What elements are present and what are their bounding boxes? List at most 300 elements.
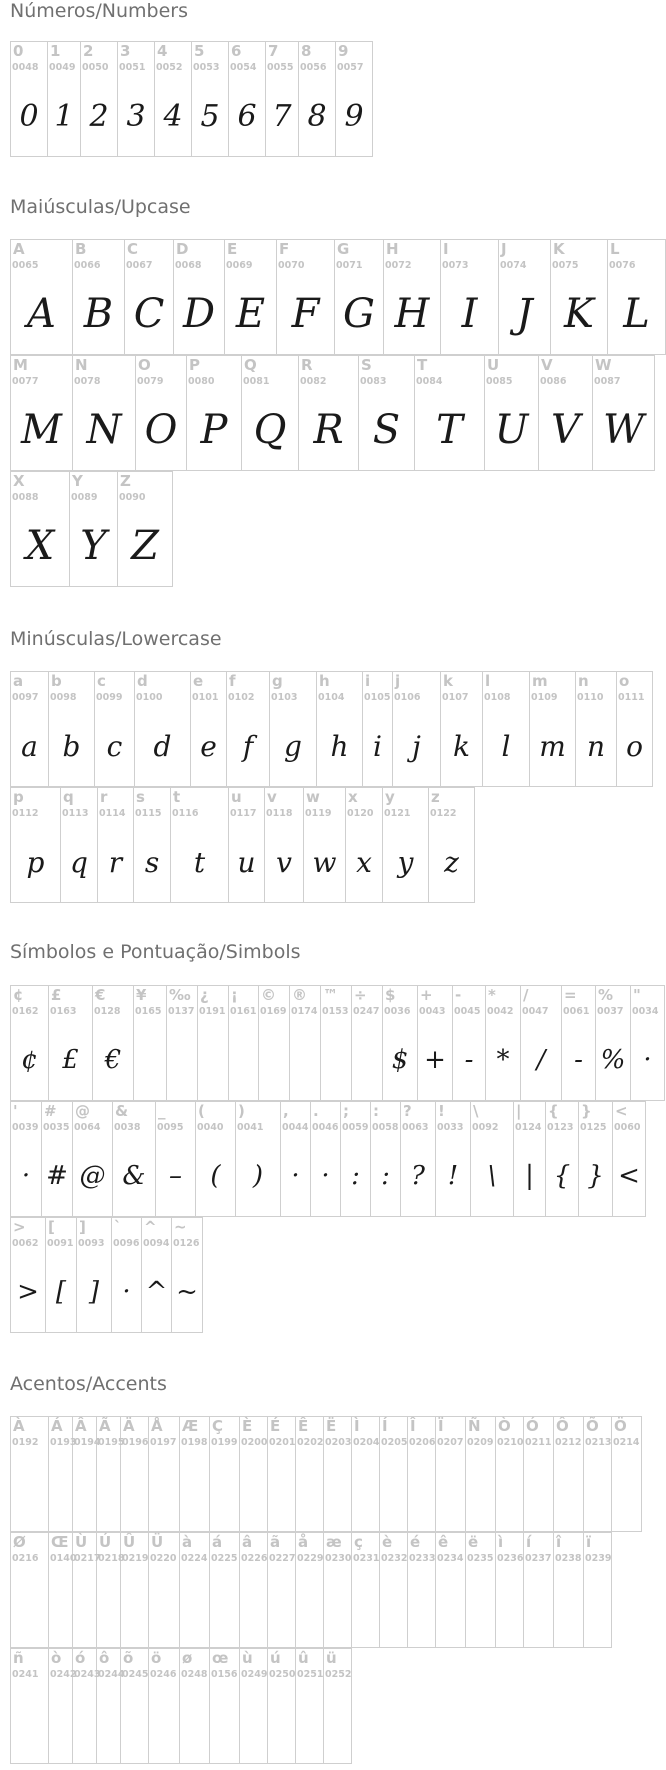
glyph-cell [11, 1416, 49, 1532]
glyph-char-label: Ä [123, 1417, 135, 1435]
glyph-cell [236, 1101, 281, 1217]
glyph-code-label: 0061 [563, 1006, 590, 1017]
glyph-code-label: 0055 [267, 62, 294, 73]
glyph-code-label: 0200 [241, 1437, 268, 1448]
glyph-char-label: 8 [301, 42, 312, 60]
glyph-code-label: 0107 [442, 692, 469, 703]
glyph-code-label: 0210 [497, 1437, 524, 1448]
glyph-char-label: d [137, 672, 148, 690]
glyph-sample: 1 [54, 98, 74, 134]
glyph-code-label: 0232 [381, 1553, 408, 1564]
glyph-char-label: Ê [298, 1417, 309, 1435]
glyph-cell [73, 1648, 101, 1764]
glyph-sample: l [501, 729, 511, 763]
glyph-code-label: 0078 [74, 376, 101, 387]
glyph-cell [304, 787, 346, 903]
glyph-code-label: 0165 [135, 1006, 162, 1017]
glyph-cell [11, 1532, 49, 1648]
glyph-code-label: 0121 [384, 808, 411, 819]
glyph-char-label: R [301, 356, 313, 374]
glyph-code-label: 0042 [487, 1006, 514, 1017]
glyph-sample [149, 1453, 179, 1529]
glyph-cell [196, 1101, 236, 1217]
glyph-char-label: X [13, 472, 25, 490]
glyph-cell [125, 239, 174, 355]
glyph-sample: 6 [237, 98, 257, 134]
glyph-char-label: , [283, 1102, 289, 1120]
glyph-sample [352, 1453, 379, 1529]
glyph-code-label: 0047 [522, 1006, 549, 1017]
glyph-char-label: 1 [50, 42, 61, 60]
glyph-code-label: 0235 [467, 1553, 494, 1564]
glyph-char-label: õ [123, 1649, 134, 1667]
glyph-char-label: Ò [498, 1417, 511, 1435]
glyph-char-label: Z [120, 472, 131, 490]
glyph-char-label: ê [438, 1533, 449, 1551]
glyph-sample: h [330, 729, 349, 763]
glyph-char-label: r [100, 788, 108, 806]
glyph-cell [384, 239, 441, 355]
glyph-char-label: E [227, 240, 238, 258]
glyph-code-label: 0071 [336, 260, 363, 271]
glyph-sample [49, 1685, 72, 1761]
glyph-sample: A [27, 291, 56, 337]
glyph-cell [268, 1648, 296, 1764]
glyph-cell [441, 239, 499, 355]
glyph-code-label: 0054 [230, 62, 257, 73]
glyph-char-label: ' [13, 1102, 18, 1120]
glyph-cell [118, 41, 155, 157]
glyph-sample: f [242, 729, 254, 763]
glyph-char-label: S [361, 356, 372, 374]
glyph-char-label: ? [403, 1102, 412, 1120]
glyph-char-label: / [523, 986, 529, 1004]
glyph-cell [42, 1101, 73, 1217]
glyph-sample [554, 1453, 583, 1529]
glyph-sample: > [17, 1277, 39, 1307]
glyph-sample [167, 1022, 197, 1098]
glyph-cell [496, 1416, 524, 1532]
glyph-code-label: 0220 [150, 1553, 177, 1564]
glyph-code-label: 0120 [347, 808, 374, 819]
glyph-char-label: ¢ [13, 986, 24, 1004]
glyph-code-label: 0045 [454, 1006, 481, 1017]
glyph-cell [167, 985, 198, 1101]
glyph-cell [266, 41, 299, 157]
glyph-code-label: 0199 [211, 1437, 238, 1448]
glyph-sample [73, 1453, 96, 1529]
glyph-char-label: ú [270, 1649, 281, 1667]
glyph-code-label: 0161 [230, 1006, 257, 1017]
glyph-code-label: 0247 [353, 1006, 380, 1017]
glyph-char-label: Q [244, 356, 257, 374]
glyph-char-label: Å [151, 1417, 163, 1435]
glyph-cell [554, 1416, 584, 1532]
glyph-code-label: 0035 [43, 1122, 70, 1133]
glyph-sample [268, 1569, 295, 1645]
glyph-char-label: ã [270, 1533, 281, 1551]
glyph-sample: I [461, 291, 478, 337]
glyph-sample [324, 1685, 351, 1761]
glyph-sample: D [182, 291, 216, 337]
glyph-code-label: 0217 [74, 1553, 101, 1564]
glyph-cell [514, 1101, 546, 1217]
glyph-char-label: g [272, 672, 283, 690]
glyph-code-label: 0137 [168, 1006, 195, 1017]
glyph-sample: L [623, 291, 650, 337]
glyph-sample [408, 1453, 435, 1529]
glyph-cell [270, 671, 317, 787]
glyph-cell [415, 355, 485, 471]
glyph-char-label: t [173, 788, 181, 806]
glyph-cell [341, 1101, 371, 1217]
glyph-cell [155, 41, 192, 157]
glyph-code-label: 0106 [394, 692, 421, 703]
glyph-cell [118, 471, 173, 587]
glyph-code-label: 0212 [555, 1437, 582, 1448]
glyph-sample: Y [80, 523, 107, 569]
glyph-sample: W [602, 407, 645, 453]
glyph-sample [496, 1569, 523, 1645]
glyph-cell [608, 239, 666, 355]
glyph-cell [612, 1416, 642, 1532]
glyph-sample [49, 1453, 72, 1529]
glyph-cell [321, 985, 352, 1101]
glyph-cell [576, 671, 617, 787]
glyph-sample: ? [411, 1161, 425, 1191]
glyph-code-label: 0038 [114, 1122, 141, 1133]
glyph-code-label: 0105 [364, 692, 391, 703]
glyph-cell [81, 41, 118, 157]
glyph-code-label: 0049 [49, 62, 76, 73]
glyph-char-label: î [556, 1533, 562, 1551]
glyph-cell [49, 985, 93, 1101]
glyph-cell [11, 239, 73, 355]
glyph-sample: M [21, 407, 62, 453]
glyph-sample: q [70, 845, 88, 879]
glyph-cell [436, 1532, 466, 1648]
glyph-char-label: € [95, 986, 106, 1004]
glyph-code-label: 0122 [430, 808, 457, 819]
glyph-cell [48, 41, 81, 157]
glyph-code-label: 0226 [241, 1553, 268, 1564]
glyph-sample [11, 1685, 48, 1761]
glyph-sample [296, 1569, 323, 1645]
glyph-sample [180, 1685, 209, 1761]
glyph-code-label: 0040 [197, 1122, 224, 1133]
glyph-cell [198, 985, 229, 1101]
glyph-cell [11, 985, 49, 1101]
glyph-char-label: Î [410, 1417, 416, 1435]
glyph-sample: 7 [272, 98, 292, 134]
glyph-cell [584, 1532, 612, 1648]
glyph-cell [521, 985, 562, 1101]
glyph-cell [539, 355, 593, 471]
glyph-char-label: : [373, 1102, 379, 1120]
glyph-sample: F [291, 291, 320, 337]
glyph-char-label: # [44, 1102, 57, 1120]
glyph-cell [112, 1217, 142, 1333]
glyph-cell [311, 1101, 341, 1217]
glyph-sample [436, 1453, 465, 1529]
glyph-code-label: 0057 [337, 62, 364, 73]
glyph-code-label: 0037 [597, 1006, 624, 1017]
glyph-code-label: 0209 [467, 1437, 494, 1448]
glyph-cell [383, 787, 429, 903]
glyph-sample [584, 1453, 611, 1529]
glyph-char-label: . [313, 1102, 319, 1120]
glyph-sample: 0 [19, 98, 39, 134]
glyph-cell [324, 1416, 352, 1532]
glyph-char-label: Ñ [468, 1417, 481, 1435]
glyph-cell [242, 355, 299, 471]
glyph-char-label: J [501, 240, 507, 258]
glyph-char-label: £ [51, 986, 62, 1004]
glyph-sample: z [444, 845, 459, 879]
glyph-char-label: C [127, 240, 139, 258]
glyph-cell [11, 1648, 49, 1764]
glyph-char-label: ~ [174, 1218, 187, 1236]
glyph-cell [393, 671, 441, 787]
glyph-cell [453, 985, 486, 1101]
glyph-sample: / [536, 1045, 546, 1075]
glyph-char-label: 0 [13, 42, 24, 60]
glyph-char-label: M [13, 356, 28, 374]
glyph-char-label: 3 [120, 42, 131, 60]
glyph-char-label: Ç [212, 1417, 224, 1435]
glyph-code-label: 0056 [300, 62, 327, 73]
glyph-sample [240, 1569, 267, 1645]
glyph-char-label: ÷ [354, 986, 367, 1004]
glyph-cell [554, 1532, 584, 1648]
glyph-char-label: 9 [338, 42, 349, 60]
glyph-sample: $ [391, 1045, 409, 1075]
glyph-char-label: ü [326, 1649, 337, 1667]
glyph-sample [408, 1569, 435, 1645]
glyph-sample: | [525, 1161, 534, 1191]
glyph-cell [227, 671, 270, 787]
glyph-char-label: $ [385, 986, 396, 1004]
glyph-code-label: 0244 [98, 1669, 125, 1680]
glyph-code-label: 0169 [260, 1006, 287, 1017]
glyph-char-label: À [13, 1417, 25, 1435]
glyph-sample [352, 1022, 382, 1098]
glyph-code-label: 0227 [269, 1553, 296, 1564]
glyph-code-label: 0069 [226, 260, 253, 271]
glyph-cell [61, 787, 98, 903]
glyph-char-label: A [13, 240, 25, 258]
glyph-cell [485, 355, 539, 471]
glyph-sample: b [62, 729, 81, 763]
glyph-cell [11, 787, 61, 903]
glyph-cell [229, 41, 266, 157]
glyph-cell [259, 985, 290, 1101]
glyph-cell [277, 239, 335, 355]
glyph-cell [429, 787, 475, 903]
glyph-code-label: 0229 [297, 1553, 324, 1564]
glyph-char-label: G [337, 240, 350, 258]
glyph-sample [268, 1453, 295, 1529]
glyph-code-label: 0034 [632, 1006, 659, 1017]
glyph-cell [156, 1101, 196, 1217]
glyph-cell [346, 787, 383, 903]
glyph-sample [97, 1453, 120, 1529]
glyph-sample: · [122, 1277, 131, 1307]
glyph-cell [324, 1648, 352, 1764]
glyph-cell [546, 1101, 579, 1217]
glyph-char-label: è [382, 1533, 393, 1551]
glyph-cell [73, 1532, 101, 1648]
glyph-cell [317, 671, 363, 787]
glyph-row [10, 787, 475, 903]
glyph-code-label: 0092 [472, 1122, 499, 1133]
glyph-sample: : [351, 1161, 360, 1191]
glyph-cell [149, 1532, 180, 1648]
glyph-sample: [ [55, 1277, 67, 1307]
glyph-row [10, 985, 665, 1101]
glyph-cell [97, 1416, 125, 1532]
glyph-sample: - [574, 1045, 583, 1075]
glyph-code-label: 0096 [113, 1238, 140, 1249]
glyph-code-label: 0218 [98, 1553, 125, 1564]
glyph-char-label: Ã [99, 1417, 111, 1435]
glyph-cell [11, 1101, 42, 1217]
glyph-code-label: 0081 [243, 376, 270, 387]
glyph-row [10, 355, 655, 471]
glyph-char-label: " [633, 986, 641, 1004]
glyph-row [10, 1648, 352, 1764]
section-title-symbols: Símbolos e Pontuação/Simbols [10, 941, 301, 963]
glyph-cell [210, 1648, 240, 1764]
glyph-cell [121, 1532, 149, 1648]
glyph-code-label: 0198 [181, 1437, 208, 1448]
glyph-sample [324, 1569, 351, 1645]
glyph-code-label: 0242 [50, 1669, 77, 1680]
glyph-sample: · [321, 1161, 330, 1191]
glyph-code-label: 0245 [122, 1669, 149, 1680]
glyph-sample [149, 1569, 179, 1645]
glyph-char-label: Ü [151, 1533, 164, 1551]
glyph-char-label: + [420, 986, 433, 1004]
glyph-cell [73, 239, 125, 355]
glyph-cell [121, 1648, 149, 1764]
glyph-sample: { [553, 1161, 571, 1191]
glyph-cell [11, 671, 49, 787]
glyph-char-label: ó [75, 1649, 86, 1667]
glyph-code-label: 0196 [122, 1437, 149, 1448]
glyph-sample: @ [79, 1161, 106, 1191]
glyph-char-label: N [75, 356, 88, 374]
glyph-char-label: > [13, 1218, 26, 1236]
glyph-code-label: 0068 [175, 260, 202, 271]
glyph-code-label: 0194 [74, 1437, 101, 1448]
glyph-char-label: c [97, 672, 106, 690]
glyph-char-label: ) [238, 1102, 245, 1120]
glyph-cell [617, 671, 653, 787]
glyph-code-label: 0231 [353, 1553, 380, 1564]
glyph-char-label: T [417, 356, 428, 374]
glyph-sample [180, 1453, 209, 1529]
glyph-sample: \ [487, 1161, 497, 1191]
glyph-cell [551, 239, 608, 355]
glyph-sample: ^ [145, 1277, 168, 1307]
glyph-char-label: Û [123, 1533, 136, 1551]
glyph-code-label: 0053 [193, 62, 220, 73]
glyph-char-label: \ [473, 1102, 479, 1120]
glyph-code-label: 0090 [119, 492, 146, 503]
glyph-char-label: P [189, 356, 200, 374]
glyph-sample [180, 1569, 209, 1645]
glyph-code-label: 0093 [78, 1238, 105, 1249]
glyph-sample: U [494, 407, 529, 453]
glyph-row [10, 41, 373, 157]
glyph-cell [613, 1101, 646, 1217]
glyph-cell [95, 671, 135, 787]
glyph-sample [524, 1569, 553, 1645]
glyph-cell [97, 1532, 125, 1648]
glyph-code-label: 0103 [271, 692, 298, 703]
glyph-code-label: 0048 [12, 62, 39, 73]
glyph-cell [436, 1416, 466, 1532]
glyph-cell [418, 985, 453, 1101]
glyph-char-label: K [553, 240, 565, 258]
glyph-code-label: 0230 [325, 1553, 352, 1564]
glyph-char-label: é [410, 1533, 421, 1551]
glyph-sample [134, 1022, 166, 1098]
glyph-char-label: 2 [83, 42, 94, 60]
glyph-cell [408, 1532, 436, 1648]
glyph-cell [149, 1416, 180, 1532]
glyph-char-label: x [348, 788, 358, 806]
glyph-cell [134, 985, 167, 1101]
glyph-sample [73, 1685, 96, 1761]
glyph-cell [380, 1416, 408, 1532]
glyph-code-label: 0197 [150, 1437, 177, 1448]
glyph-char-label: * [488, 986, 496, 1004]
glyph-char-label: Â [75, 1417, 87, 1435]
glyph-sample: Z [131, 523, 159, 569]
glyph-sample: s [144, 845, 160, 879]
glyph-sample [290, 1022, 320, 1098]
glyph-sample: n [586, 729, 606, 763]
glyph-code-label: 0114 [99, 808, 126, 819]
glyph-sample [612, 1453, 641, 1529]
glyph-sample: 4 [163, 98, 183, 134]
glyph-char-label: a [13, 672, 24, 690]
glyph-code-label: 0083 [360, 376, 387, 387]
glyph-char-label: Ø [13, 1533, 26, 1551]
glyph-sample [11, 1453, 48, 1529]
glyph-cell [496, 1532, 524, 1648]
glyph-code-label: 0077 [12, 376, 39, 387]
glyph-sample: c [106, 729, 123, 763]
glyph-code-label: 0082 [300, 376, 327, 387]
glyph-code-label: 0204 [353, 1437, 380, 1448]
glyph-code-label: 0216 [12, 1553, 39, 1564]
glyph-sample: 3 [126, 98, 146, 134]
glyph-char-label: q [63, 788, 74, 806]
glyph-cell [49, 1416, 77, 1532]
glyph-code-label: 0064 [74, 1122, 101, 1133]
glyph-code-label: 0087 [594, 376, 621, 387]
glyph-cell [174, 239, 225, 355]
glyph-cell [191, 671, 227, 787]
glyph-sample [259, 1022, 289, 1098]
glyph-char-label: æ [326, 1533, 342, 1551]
glyph-code-label: 0036 [384, 1006, 411, 1017]
glyph-char-label: ; [343, 1102, 349, 1120]
glyph-sample: K [564, 291, 594, 337]
